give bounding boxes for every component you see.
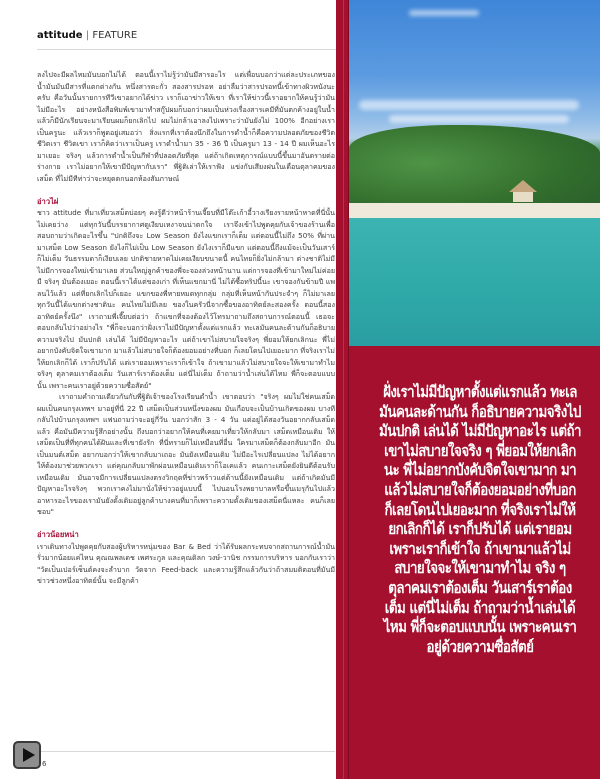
- section-title-ao-phai: อ่าวไผ่: [37, 196, 59, 206]
- play-button[interactable]: [13, 741, 41, 769]
- hut-roof: [509, 180, 537, 192]
- sand-beach: [349, 203, 600, 218]
- page-number: 6: [42, 760, 47, 768]
- section-paragraph: เราเดินทางไปพูดคุยกับสองผู้บริหารหนุ่มของ Bar & Bed ว่าได้รับผลกระทบจากสถานการณ์น้ำมันรั่วมากน้อยแค่ไหน คุณณพลเดช เพศระกูล และคุณดิลก วงษ์-วานิช กรรมการบริหาร บอกกับเราว่า "วัดเป็นเปอร์เซ็นต์คงจะลำบาก วัดจาก Feed-back และความรู้สึกแล้วกันว่าถ้าสมมติตอนที่มันมีข่าวช่วงหนึ่งอาทิตย์นั้น จะมีลูกค้า: [37, 541, 335, 585]
- header-separator: |: [85, 30, 90, 41]
- decorative-stripe: [343, 0, 344, 779]
- footer-divider: [37, 751, 335, 752]
- cloud: [389, 115, 569, 123]
- play-icon: [23, 748, 35, 762]
- magazine-brand: attitude: [37, 30, 83, 41]
- pull-quote-text: ฝั่งเราไม่มีปัญหาตั้งแต่แรกแล้ว ทะเลมันคนละด้านกัน ก็อธิบายความจริงไป มันปกติ เล่นได้ ไม่มีปัญหาอะไร แต่ถ้าเขาไม่สบายใจจริง ๆ พี่ยอมให้ยกเลิกนะ พี่ไม่อยากบังคับจิตใจเขามาก มาแล้วไม่สบายใจก็ต้องยอมอย่างที่บอก ก็เลยโดนไปเยอะมาก ที่จริงเราไม่ให้ยกเลิกก็ได้ เราก็ปรับได้ แต่เรายอมเพราะเราก็เข้าใจ ถ้าเขามาแล้วไม่สบายใจจะให้เขามาทำไม จริง ๆ ตุลาคมเราต้องเต็ม วันเสาร์เราต้องเต็ม แต่นี่ไม่เต็ม ถ้าถามว่าน้ำเล่นได้ไหม พี่ก็จะตอบแบบนั้น เพราะคนเราอยู่ด้วยความซื่อสัตย์: [379, 383, 581, 656]
- sea: [349, 218, 600, 346]
- cloud: [359, 100, 579, 110]
- cloud: [409, 10, 479, 16]
- page-header: [37, 30, 337, 50]
- section-label: FEATURE: [92, 30, 138, 41]
- section-paragraph: เราถามคำถามเดียวกันกับพี่ฐิติเจ้าของโรงเรียนดำน้ำ เขาตอบว่า "จริงๆ ผมไม่ใช่คนเสม็ด ผมเป็นคนกรุงเทพฯ มาอยู่ที่นี่ 22 ปี เสม็ดเป็นส่วนหนึ่งของผม มันเกือบจะเป็นบ้านเกิดของผม บางทีกลับไปบ้านกรุงเทพฯ แฟนถามว่าจะอยู่กี่วัน บอกว่าสัก 3 - 4 วัน แต่อยู่ได้สองวันอยากกลับเสม็ดแล้ว คือมันมีความรู้สึกอย่างนั้น ถึงบอกว่าอยากให้คนที่เคยมาเที่ยวให้กลับมา เสม็ดเหมือนเดิม ให้เสม็ดเป็นที่ที่ทุกคนได้ฝันและที่เขายังรัก ที่นี่ทรายก็ไม่เหมือนที่อื่น ใครมาเสม็ดก็ต้องกลับมาอีก มันเป็นมนต์เสม็ด อยากบอกว่าให้เขากลับมาเถอะ มันยังเหมือนเดิม ไม่มีอะไรเปลี่ยนแปลง ไม่ได้อยากให้ต้องมาช่วยพวกเรา แต่คุณกลับมาพักผ่อนเหมือนเดิมเราก็โอเคแล้ว คนเกาะเสม็ดยังยินดีต้อนรับเหมือนเดิม มันอาจมีการเปลี่ยนแปลงตรงวิกฤตที่ข่าวพร้าวแต่ด้านนี้ยังเหมือนเดิม แต่ถ้าเกิดมันมีปัญหาอะไรจริงๆ พวกเราคงไม่มานั่งให้ข่าวอยู่แบบนี้ ไปนอนโรงพยาบาลหรือขึ้นเมรุกันไปแล้ว อาหารอะไรของเรามันยังดั้งเดิมอยู่ลูกค้าบางคนที่มาก็เพราะความดั้งเดิมของเสม็ดนี่แหละ คนก็เลยชอบ": [37, 392, 335, 516]
- intro-paragraph: ลงไปจะมีผลไหมมันบอกไม่ได้ ตอนนี้เราไม่รู้ว่ามันมีสารอะไร แต่เพื่อนบอกว่าแต่ละประเภทของน้ำมันมันมีสารที่แตกต่างกัน หนึ่งสารตะกั่ว สองสารปรอท อย่าลืมว่าสารปรอทนี้เข้าทางผิวหนังนะครับ คือวันนั้นรายการทีวีเขาอยากได้ข่าว เราก็เอาข่าวให้เขา ที่เราให้ข่าวนี้เราอยากให้คนรู้ว่ามันไม่มีอะไร อย่างหนังสือพิมพ์เขามาทำสกู๊ปผมก็บอกว่าผมเป็นห่วงเรื่องสารเคมีที่มันตกค้างอยู่ในน้ำ แล้วก็มีนักเรียนจะมาเรียนผมก็ยกเลิกไป ผมไม่กล้าเอาลงไปเพราะว่ามันยังไม่ 100% อีกอย่างเราเป็นครูนะ แล้วเราก็พูดอยู่เสมอว่า สิ่งแรกที่เราต้องนึกถึงในการดำน้ำก็คือความปลอดภัยของชีวิต ชีวิตเรา ชีวิตเขา เราก็คิดว่าเราเป็นครู เราดำน้ำมา 35 - 36 ปี เป็นครูมา 13 - 14 ปี ผมเห็นอะไรมาเยอะ จริงๆ แล้วการดำน้ำเป็นกีฬาที่ปลอดภัยที่สุด แต่ถ้าเกิดเหตุการณ์แบบนี้ขึ้นมาอันตรายต่อร่างกาย เราไม่อยากให้เขามีปัญหากับเรา" พี่ฐิติเล่าให้เราฟัง แข่งกับเสียงฝนในเดือนตุลาคมของเสม็ด ที่ไม่มีทีท่าว่าจะหยุดตกนอกห้องสัมภาษณ์: [37, 70, 335, 183]
- beach-photo: [349, 0, 600, 346]
- article-body: [37, 69, 335, 587]
- hut-base: [513, 192, 533, 202]
- section-paragraph: ชาว attitude ที่มาเที่ยวเสม็ดบ่อยๆ คงรู้ดีว่าหน้าร้านเจี๊ยบที่มีโต๊ะเก้าอี้วางเรียงรายหน้าหาดที่นี่นั้นไม่เคยว่าง แต่ทุกวันนี้บรรยากาศดูเงียบเหงาจนน่าตกใจ เราจึงเข้าไปพูดคุยกับเจ้าของร้านเพื่อสอบถามว่าเกิดอะไรขึ้น "ปกติถึงจะ Low Season ยังไงแขกเราก็เต็ม แต่ตอนนี้ไม่ถึง 50% ที่ผ่านมาเสม็ด Low Season ยังไงก็ไม่เป็น Low Season ยังไงเราก็มีแขก แต่ตอนนี้ถึงแม้จะเป็นวันเสาร์ก็ไม่เต็ม วันธรรมดาก็เงียบเลย ปกติชายหาดไม่เคยเงียบขนาดนี้ คนไทยก็ยิ่งไม่กล้ามา ต่างชาติไม่มี ไม่มีการจองใหม่เข้ามาเลย ส่วนใหญ่ลูกค้าของพี่จะจองล่วงหน้านาน แต่การจองที่เข้ามาใหม่ไม่ค่อยมี จริงๆ มันต้องเยอะ ตอนนี้เราได้แต่ของเก่า ที่เห็นแขกมานี่ ไม่ได้ซื้อทริปนี้นะ เขาจองกันข้ามปี แพลนไว้แล้ว แต่ที่ยกเลิกไปก็เยอะ แขกของพี่หายหมดทุกกลุ่ม กลุ่มที่เห็นหน้ากันประจำๆ ก็ไม่มาเลย ทุกวันนี้ได้แขกต่างชาตินะ คนไทยไม่มีเลย ของในครัวนี่จากซื้อของอาทิตย์ละสองครั้ง ตอนนี้สองอาทิตย์ครั้งนึง" เราถามพี่เจี๊ยบต่อว่า ถ้าแขกที่จองต้องไว้โทรมาถามถึงสถานการณ์ตอนนี้ เธอจะตอบกลับไปว่าอย่างไร "พี่ก็จะบอกว่าฝั่งเราไม่มีปัญหาตั้งแต่แรกแล้ว ทะเลมันคนละด้านกันก็อธิบายความจริงไป มันปกติ เล่นได้ ไม่มีปัญหาอะไร แต่ถ้าเขาไม่สบายใจจริงๆ พี่ยอมให้ยกเลิกนะ พี่ไม่อยากบังคับจิตใจเขามาก มาแล้วไม่สบายใจก็ต้องยอมอย่างที่บอก ก็เลยโดนไปเยอะมาก ที่จริงเราไม่ให้ยกเลิกก็ได้ เราก็ปรับได้ แต่เรายอมเพราะเราก็เข้าใจ ถ้าเขามาแล้วไม่สบายใจจะให้เขามาทำไม จริงๆ ตุลาคมเราต้องเต็ม วันเสาร์เราต้องเต็ม แต่นี่ไม่เต็ม ถ้าถามว่าน้ำเล่นได้ไหม พี่ก็จะตอบแบบนั้น เพราะคนเราอยู่ด้วยความซื่อสัตย์": [37, 208, 335, 390]
- section-title-ao-noi-na: อ่าวน้อยหน่า: [37, 530, 79, 539]
